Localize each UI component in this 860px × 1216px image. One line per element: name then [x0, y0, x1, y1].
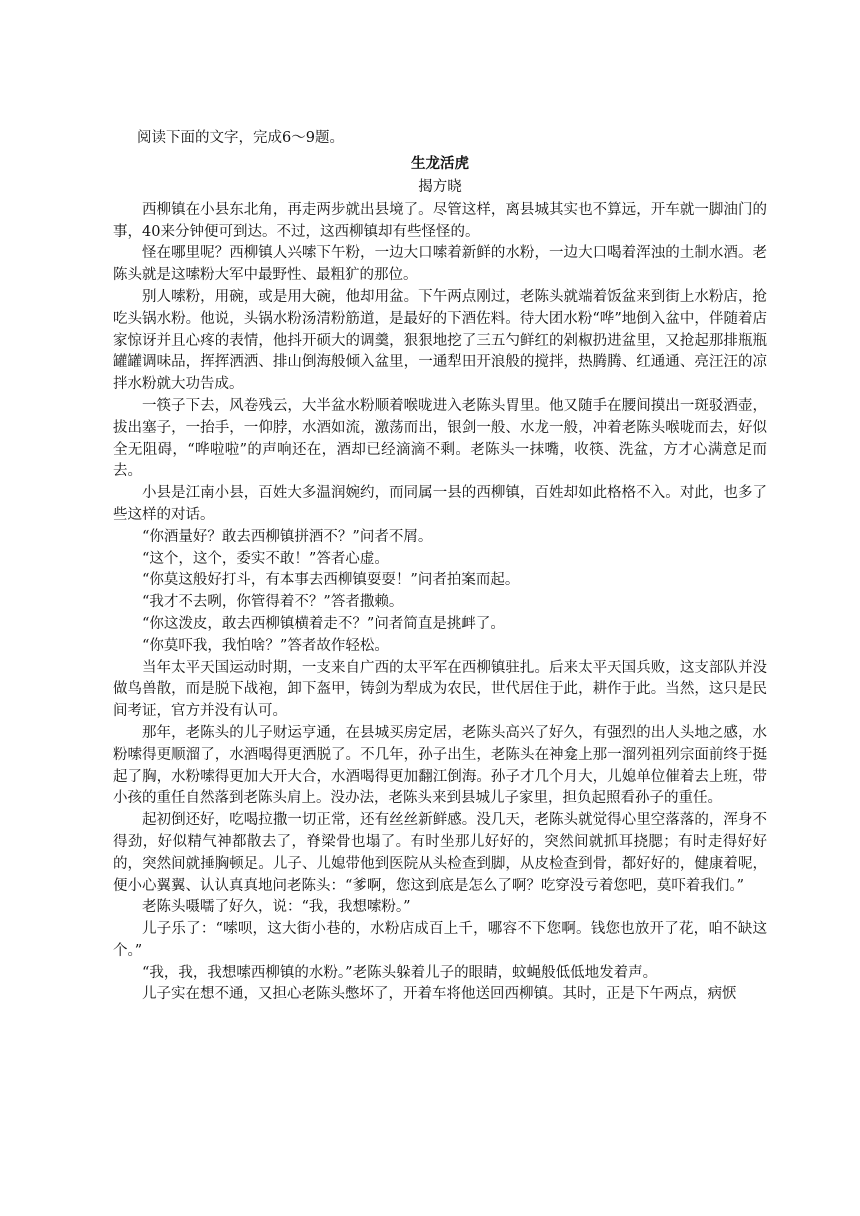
- paragraph: 别人嗦粉，用碗，或是用大碗，他却用盆。下午两点刚过，老陈头就端着饭盆来到街上水粉店，抢吃头锅水粉。他说，头锅水粉汤清粉筋道，是最好的下酒佐料。待大团水粉“哗”地倒入盆中，伴随着店家惊讶并且心疼的表情，他抖开硕大的调羹，狠狠地挖了三五勺鲜红的剁椒扔进盆里，又抢起那排瓶瓶罐罐调味品，挥挥洒洒、排山倒海般倾入盆里，一通犁田开浪般的搅拌，热腾腾、红通通、亮汪汪的凉拌水粉就大功告成。: [113, 288, 767, 393]
- article-title: 生龙活虎: [411, 154, 469, 172]
- dialogue-line: “我才不去咧，你管得着不？”答者撒赖。: [142, 594, 404, 611]
- paragraph: 起初倒还好，吃喝拉撒一切正常，还有丝丝新鲜感。没几天，老陈头就觉得心里空落落的，浑身不得劲，好似精气神都散去了，脊梁骨也塌了。有时坐那儿好好的，突然间就抓耳挠腮；有时走得好好的，突然间就捶胸顿足。儿子、儿媳带他到医院从头检查到脚，从皮检查到骨，都好好的，健康着呢，便小心翼翼、认认真真地问老陈头：“爹啊，您这到底是怎么了啊？吃穿没亏着您吧，莫吓着我们。”: [113, 812, 767, 894]
- paragraph: 儿子实在想不通，又担心老陈头憋坏了，开着车将他送回西柳镇。其时，正是下午两点，病恹: [142, 986, 737, 1003]
- article-author: 揭方晓: [418, 178, 462, 195]
- dialogue-line: “你莫这般好打斗，有本事去西柳镇耍耍！”问者拍案而起。: [142, 572, 520, 589]
- paragraph: “我，我，我想嗦西柳镇的水粉。”老陈头躲着儿子的眼睛，蚊蝇般低低地发着声。: [142, 964, 658, 981]
- paragraph: 当年太平天国运动时期，一支来自广西的太平军在西柳镇驻扎。后来太平天国兵败，这支部队并没做鸟兽散，而是脱下战袍，卸下盔甲，铸剑为犁成为农民，世代居住于此，耕作于此。当然，这只是民间考证，官方并没有认可。: [113, 659, 767, 720]
- paragraph: 那年，老陈头的儿子财运亨通，在县城买房定居，老陈头高兴了好久，有强烈的出人头地之感，水粉嗦得更顺溜了，水酒喝得更洒脱了。不几年，孙子出生，老陈头在神龛上那一溜列祖列宗面前终于挺起了胸，水粉嗦得更加大开大合，水酒喝得更加翻江倒海。孙子才几个月大，儿媳单位催着去上班，带小孩的重任自然落到老陈头肩上。没办法，老陈头来到县城儿子家里，担负起照看孙子的重任。: [113, 724, 767, 807]
- paragraph: 西柳镇在小县东北角，再走两步就出县境了。尽管这样，离县城其实也不算远，开车就一脚油门的事，40来分钟便可到达。不过，这西柳镇却有些怪怪的。: [113, 201, 767, 240]
- paragraph: 怪在哪里呢？西柳镇人兴嗦下午粉，一边大口嗦着新鲜的水粉，一边大口喝着浑浊的土制水酒。老陈头就是这嗦粉大军中最野性、最粗犷的那位。: [113, 245, 767, 284]
- paragraph: 一筷子下去，风卷残云，大半盆水粉顺着喉咙进入老陈头胃里。他又随手在腰间摸出一斑驳酒壶，拔出塞子，一抬手，一仰脖，水酒如流，激荡而出，银剑一般、水龙一般，冲着老陈头喉咙而去，好似全无阻碍，“哗啦啦”的声响还在，酒却已经滴滴不剩。老陈头一抹嘴，收筷、洗盆，方才心满意足而去。: [113, 397, 767, 480]
- dialogue-line: “你莫吓我，我怕啥？”答者故作轻松。: [142, 637, 389, 654]
- paragraph: 小县是江南小县，百姓大多温润婉约，而同属一县的西柳镇，百姓却如此格格不入。对此，也多了些这样的对话。: [113, 485, 767, 523]
- dialogue-line: “这个，这个，委实不敢！”答者心虚。: [142, 550, 389, 567]
- paragraph: 老陈头嗫嚅了好久，说：“我，我想嗦粉。”: [142, 899, 411, 916]
- reading-instruction: 阅读下面的文字，完成6～9题。: [137, 130, 344, 146]
- paragraph: 儿子乐了：“嗦呗，这大街小巷的，水粉店成百上千，哪容不下您啊。钱您也放开了花，咱不缺这个。”: [113, 921, 767, 959]
- dialogue-line: “你酒量好？敢去西柳镇拼酒不？”问者不屑。: [142, 528, 433, 545]
- dialogue-line: “你这泼皮，敢去西柳镇横着走不？”问者简直是挑衅了。: [142, 615, 505, 632]
- document-page: [113, 128, 767, 1006]
